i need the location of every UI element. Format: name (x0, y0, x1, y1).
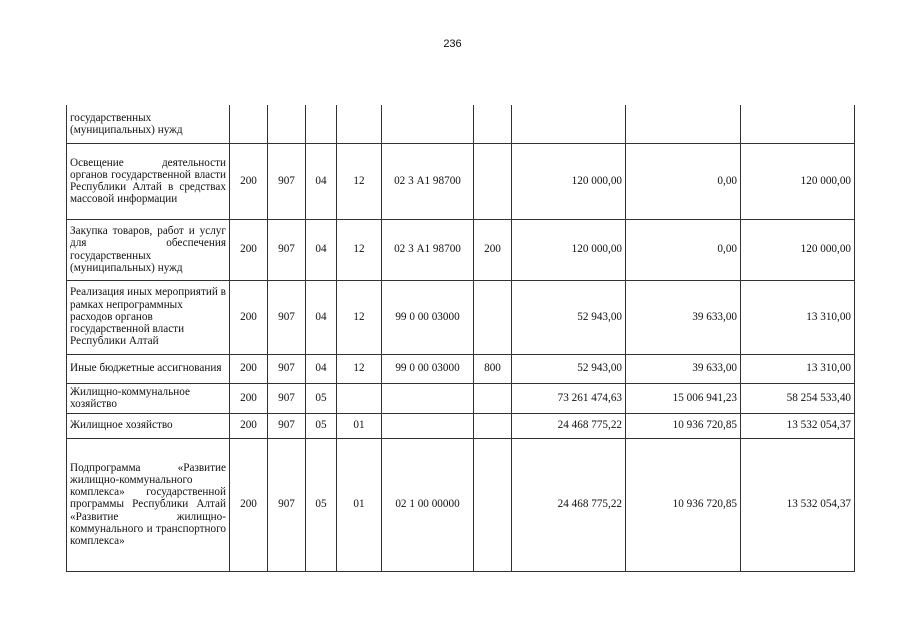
row-ved (268, 105, 306, 143)
row-rz: 04 (306, 280, 337, 354)
row-regional (741, 105, 855, 143)
row-csr: 02 3 А1 98700 (382, 219, 474, 280)
row-csr (382, 413, 474, 438)
row-gr: 200 (230, 383, 268, 413)
row-total: 120 000,00 (512, 143, 626, 219)
row-rz: 05 (306, 438, 337, 571)
row-vr (474, 143, 512, 219)
row-csr: 99 0 00 03000 (382, 280, 474, 354)
row-regional: 13 532 054,37 (741, 438, 855, 571)
row-pr: 12 (337, 280, 382, 354)
table-row (67, 354, 855, 383)
row-total: 120 000,00 (512, 219, 626, 280)
table-row (67, 143, 855, 219)
row-rz: 04 (306, 354, 337, 383)
row-total: 52 943,00 (512, 354, 626, 383)
row-name: Освещение деятельности органов государственной власти Республики Алтай в средствах массовой информации (67, 143, 230, 219)
row-gr: 200 (230, 438, 268, 571)
row-rz: 05 (306, 383, 337, 413)
row-federal: 15 006 941,23 (626, 383, 741, 413)
row-federal: 0,00 (626, 143, 741, 219)
row-vr (474, 438, 512, 571)
budget-table (66, 105, 855, 572)
row-ved: 907 (268, 438, 306, 571)
row-vr: 200 (474, 219, 512, 280)
row-ved: 907 (268, 280, 306, 354)
row-regional: 13 532 054,37 (741, 413, 855, 438)
row-vr (474, 105, 512, 143)
row-rz: 04 (306, 219, 337, 280)
row-vr (474, 383, 512, 413)
table-row (67, 105, 855, 143)
row-pr: 12 (337, 143, 382, 219)
row-vr (474, 413, 512, 438)
row-rz (306, 105, 337, 143)
row-rz: 04 (306, 143, 337, 219)
row-csr (382, 383, 474, 413)
row-ved: 907 (268, 219, 306, 280)
row-name: Закупка товаров, работ и услуг для обеспечения государственных (муниципальных) нужд (67, 219, 230, 280)
row-name: Иные бюджетные ассигнования (67, 354, 230, 383)
row-pr (337, 105, 382, 143)
table-row (67, 280, 855, 354)
row-gr: 200 (230, 280, 268, 354)
row-regional: 120 000,00 (741, 219, 855, 280)
row-total: 24 468 775,22 (512, 413, 626, 438)
row-federal (626, 105, 741, 143)
table-row (67, 219, 855, 280)
row-federal: 39 633,00 (626, 354, 741, 383)
row-ved: 907 (268, 354, 306, 383)
row-regional: 58 254 533,40 (741, 383, 855, 413)
row-regional: 13 310,00 (741, 354, 855, 383)
row-total: 24 468 775,22 (512, 438, 626, 571)
row-gr: 200 (230, 219, 268, 280)
row-pr: 12 (337, 219, 382, 280)
row-gr: 200 (230, 143, 268, 219)
row-regional: 120 000,00 (741, 143, 855, 219)
row-total: 73 261 474,63 (512, 383, 626, 413)
row-ved: 907 (268, 383, 306, 413)
row-ved: 907 (268, 413, 306, 438)
row-gr (230, 105, 268, 143)
row-pr: 12 (337, 354, 382, 383)
row-csr (382, 105, 474, 143)
row-gr: 200 (230, 354, 268, 383)
row-federal: 0,00 (626, 219, 741, 280)
row-csr: 02 3 А1 98700 (382, 143, 474, 219)
row-federal: 10 936 720,85 (626, 413, 741, 438)
row-csr: 99 0 00 03000 (382, 354, 474, 383)
table-row (67, 413, 855, 438)
page-number: 236 (443, 38, 462, 50)
row-total (512, 105, 626, 143)
row-name: Реализация иных мероприятий в рамках непрограммных расходов органов государственной власти Республики Алтай (67, 280, 230, 354)
row-name: Подпрограмма «Развитие жилищно-коммунального комплекса» государственной программы Республики Алтай «Развитие жилищно-коммунального и транспортного комплекса» (67, 438, 230, 571)
row-regional: 13 310,00 (741, 280, 855, 354)
row-vr (474, 280, 512, 354)
row-vr: 800 (474, 354, 512, 383)
row-name: Жилищно-коммунальное хозяйство (67, 383, 230, 413)
row-rz: 05 (306, 413, 337, 438)
row-pr: 01 (337, 413, 382, 438)
table-row (67, 438, 855, 571)
row-pr (337, 383, 382, 413)
row-federal: 39 633,00 (626, 280, 741, 354)
row-csr: 02 1 00 00000 (382, 438, 474, 571)
row-federal: 10 936 720,85 (626, 438, 741, 571)
table-row (67, 383, 855, 413)
row-total: 52 943,00 (512, 280, 626, 354)
row-pr: 01 (337, 438, 382, 571)
row-gr: 200 (230, 413, 268, 438)
row-name: государственных (муниципальных) нужд (67, 105, 230, 143)
row-name: Жилищное хозяйство (67, 413, 230, 438)
row-ved: 907 (268, 143, 306, 219)
